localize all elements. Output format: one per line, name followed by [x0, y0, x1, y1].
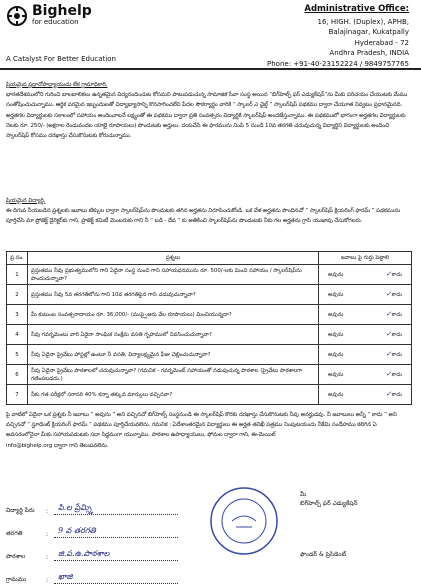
- address-line: Hyderabad - 72: [354, 38, 409, 47]
- table-row: [7, 265, 412, 285]
- table-row: [7, 385, 412, 405]
- brand-name: Bighelp: [32, 3, 92, 19]
- option-yes[interactable]: అవును: [328, 351, 344, 358]
- question-text: నీవు ఏదైనా ప్రైవేటు పాఠశాలలో చదువుచున్నావా? (గమనిక - గవర్నమెంట్ సహాయంతో నడుపుచున్న పాఠశాల (ప్రైవేటు పాఠశాలగా గణింపబడదు.): [28, 365, 319, 385]
- question-text: ప్రస్తుతము నీవు ప్రభుత్వములోని గాని ఏదైనా సంస్థ నుంచి గాని సహాయధనమును రూ. 500/-లకు మించి సహాయం / స్కాలర్‌షిప్‌ను పొందుచున్నావా?: [28, 265, 319, 285]
- table-row: [7, 285, 412, 305]
- student-salutation: ప్రియమైన విద్యార్థి,: [6, 198, 46, 204]
- address-line: 16, HIGH. (Duplex), APHB,: [317, 17, 409, 26]
- option-yes[interactable]: అవును: [328, 331, 344, 338]
- checkmark-icon: ✓: [385, 370, 392, 378]
- field-label: విద్యార్థి పేరు: [6, 507, 35, 514]
- student-section: [6, 196, 411, 227]
- logo: [6, 4, 206, 27]
- header-divider: [0, 68, 421, 70]
- row-number: 2: [7, 285, 28, 305]
- field-label: గ్రామము: [6, 576, 27, 583]
- village-value[interactable]: ఖాజి: [54, 572, 178, 584]
- sig-title: ఫౌండర్ & ప్రెసిడెంట్: [300, 551, 347, 558]
- table-row: [7, 345, 412, 365]
- row-number: 7: [7, 385, 28, 405]
- brand-subtitle: for education: [32, 18, 79, 26]
- signature-block: [300, 490, 358, 558]
- row-number: 6: [7, 365, 28, 385]
- table-row: [7, 365, 412, 385]
- school-value[interactable]: జి.ప.ఉ.పాఠశాల: [54, 549, 178, 561]
- field-label: తరగతి: [6, 530, 23, 537]
- tagline: A Catalyst For Better Education: [6, 55, 116, 63]
- option-yes[interactable]: అవును: [328, 371, 344, 378]
- email-line: info@bighelp.org ద్వారా గాని తెలుపవలెను.: [6, 442, 109, 449]
- option-no[interactable]: ✓కాదు: [385, 290, 402, 298]
- answer-cell[interactable]: [319, 345, 412, 365]
- field-school: పాఠశాల : జి.ప.ఉ.పాఠశాల: [6, 538, 178, 561]
- field-class: తరగతి : 9 వ తరగతి: [6, 515, 178, 538]
- bighelp-logo-icon: [6, 5, 28, 27]
- row-number: 5: [7, 345, 28, 365]
- checkmark-icon: ✓: [385, 330, 392, 338]
- eligibility-table: [6, 251, 412, 405]
- office-address-block: [239, 4, 409, 69]
- question-text: ప్రస్తుతము నీవు 5వ తరగతిలోను గాని 10వ తరగతిపైన గాని చదువుచున్నావా?: [28, 285, 319, 305]
- instructions-paragraph: ఈ దిగువ నీయబడిన ప్రశ్నలకు జవాబు టిక్కుల ద్వారా స్కాలర్‌షిప్‌ను పొందుటకు తగిన అర్హతను నిరూపించుకోండి. ఒక వేళ అర్హతను పొందినచో “ స్కాలర్‌షిప్ క్లియరింగ్ ఫారమ్ ” పథకమును పూర్తిచేసి మా ప్రోజెక్ట్ డైరెక్టర్‌కు గాని, ప్రాజెక్ట్ కమిటీ మెంబరుకు గాని నీ “ బడి - దేవ ” కు అతికించి స్కాలర్‌షిప్‌ను పొందుటకు నీకు గల అర్హతను గ్రాసి యుజావు చేసుకోగలరు.: [6, 208, 401, 225]
- option-no[interactable]: ✓కాదు: [385, 270, 402, 278]
- field-label: పాఠశాల: [6, 553, 26, 560]
- header-question: ప్రశ్నలు: [28, 252, 319, 265]
- address-line: Balajinagar, Kukatpally: [328, 28, 409, 36]
- address-line: Andhra Pradesh, INDIA: [329, 49, 409, 57]
- option-no[interactable]: ✓కాదు: [385, 330, 402, 338]
- question-text: నీవు ఏదైనా ప్రైవేటు హాస్టల్లో ఉంటూ నీ వసతి, విద్యాలక్ష్యమైన ఫీజు చెల్లించుచున్నావా?: [28, 345, 319, 365]
- checkmark-icon: ✓: [385, 350, 392, 358]
- closing-paragraph: పై వాటిలో ఏదైనా ఒక ప్రశ్నకు నీ జవాబు “ అవును ” అని వచ్చినచో బిగ్‌హెల్ప్ సంస్థనుండి ఈ స్కాలర్‌షిప్ కొరకు దరఖాస్తు చేసుకొనుటకు నీవు అనర్హుడవు. నీ జవాబులు అన్నీ “ కాదు ” అని వచ్చినచో “ స్టూడెంట్ క్లియరింగ్ ఫారమ్ ” పథకము పూర్తిచేయవలెను. గమనిక : ఏదేశాంతరమైన విద్యార్థులు ఈ అర్హత తనిఖీ పత్రము నింపుటయందు నీకేమి సందేహము కలిగిన ఏ అవసరంలోనైనా మీకు సహాయపడుటకు సదా సిద్ధముగా యున్నాము. పాఠశాల ఉపాధ్యాయులు, ఫోనుల ద్వారా గాని, ఈ-మెయిల్: [6, 412, 397, 439]
- option-no[interactable]: ✓కాదు: [385, 390, 402, 398]
- option-no[interactable]: ✓కాదు: [385, 370, 402, 378]
- header-answer: జవాబు పై గుర్తు పెట్టాలి: [319, 252, 412, 265]
- answer-cell[interactable]: [319, 365, 412, 385]
- option-yes[interactable]: అవును: [328, 391, 344, 398]
- header-number: ప్ర.సం.: [7, 252, 28, 265]
- row-number: 1: [7, 265, 28, 285]
- table-row: [7, 325, 412, 345]
- student-details-form: [6, 492, 178, 584]
- answer-cell[interactable]: [319, 385, 412, 405]
- answer-cell[interactable]: [319, 325, 412, 345]
- checkmark-icon: ✓: [385, 290, 392, 298]
- row-number: 4: [7, 325, 28, 345]
- table-header-row: [7, 252, 412, 265]
- row-number: 3: [7, 305, 28, 325]
- option-yes[interactable]: అవును: [328, 291, 344, 298]
- student-name-value[interactable]: పి.ల ప్రేమ్స్తి: [54, 503, 178, 515]
- field-student-name: విద్యార్థి పేరు : పి.ల ప్రేమ్స్తి: [6, 492, 178, 515]
- sig-line-yours: మీ: [300, 491, 307, 498]
- question-text: మీ కుటుంబ సంవత్సరాదాయం రూ. 36,000/- (ముప్పైఆరు వేల రూపాయలు) మించియున్నదా?: [28, 305, 319, 325]
- answer-cell[interactable]: [319, 265, 412, 285]
- salutation: ప్రియమైన ప్రధానోపాధ్యాయుడు లేక గ్రామాధికారి,: [6, 82, 108, 88]
- checkmark-icon: ✓: [385, 390, 392, 398]
- checkmark-icon: ✓: [385, 270, 392, 278]
- sig-line-org: బిగ్‌హెల్ప్ ఫర్ ఎడ్యుకేషన్: [300, 500, 358, 507]
- option-yes[interactable]: అవును: [328, 271, 344, 278]
- option-yes[interactable]: అవును: [328, 311, 344, 318]
- question-text: నీకు గత పరీక్షలో సరాసరి 40% కన్నా తక్కువ మార్కులు వచ్చినవా?: [28, 385, 319, 405]
- closing-section: [6, 410, 411, 451]
- option-no[interactable]: ✓కాదు: [385, 310, 402, 318]
- intro-section: [6, 80, 411, 141]
- school-stamp: [208, 485, 280, 557]
- header-brand: [6, 4, 206, 27]
- phone-line: Phone: +91-40-23152224 / 9849757765: [267, 59, 409, 68]
- office-title: Administrative Office:: [304, 4, 409, 14]
- field-village: గ్రామము : ఖాజి: [6, 561, 178, 584]
- intro-paragraph: భారతదేశములోని గురించి బాలబాలికలు ఉన్నతమైన విద్యనందించుట కోసమని పాటుపడుచున్న సామాజిక సేవా సంస్థ అయిన “బిగ్‌హెల్ప్ ఫర్ ఎడ్యుకేషన్”ను మీకు పరిచయం చేయుటకు మేము సంతోషించుచున్నాము. ఆర్థిక పరమైన ఇబ్బందులతో విద్యాభ్యాసాన్ని కొనసాగించలేని పేదల సౌకర్యార్థం వారికి “ స్కాలర్ ఎ ఛైల్డ్ ” స్కాలర్‌షిప్ పథకము ద్వారా చేయూత నివ్వటం ప్రధానమైనది. అర్హతగల విద్యార్థులకు సకాలంలో సహాయం అందించాలనే లక్ష్యంతో ఈ పథకము ద్వారా ప్రతి సంవత్సరం విద్యార్థికి స్కాలర్‌షిప్ అందజేస్తున్నాము. ఈ పథకములో భాగంగా అర్హతగల విద్యార్థులకు నెలకు రూ. 250/- (అక్షరాల రెండువందల యాభై రూపాయలు) పొందుటకు అర్హులు. దయచేసి ఈ ఫారమును నింపి 5 నుండి 10వ తరగతి చదువుచున్న విద్యార్థిని విద్యార్థులకు అందించి స్కాలర్‌షిప్ కోసము దరఖాస్తు చేసుకొనుటకు కోరుచున్నాము.: [6, 92, 408, 140]
- table-row: [7, 305, 412, 325]
- answer-cell[interactable]: [319, 285, 412, 305]
- question-text: నీవు గవర్నమెంటు వారి ఏదైనా సాంఘిక సంక్షేమ వసతి గృహములో నివసించుచున్నావా?: [28, 325, 319, 345]
- class-value[interactable]: 9 వ తరగతి: [54, 526, 178, 538]
- checkmark-icon: ✓: [385, 310, 392, 318]
- answer-cell[interactable]: [319, 305, 412, 325]
- option-no[interactable]: ✓కాదు: [385, 350, 402, 358]
